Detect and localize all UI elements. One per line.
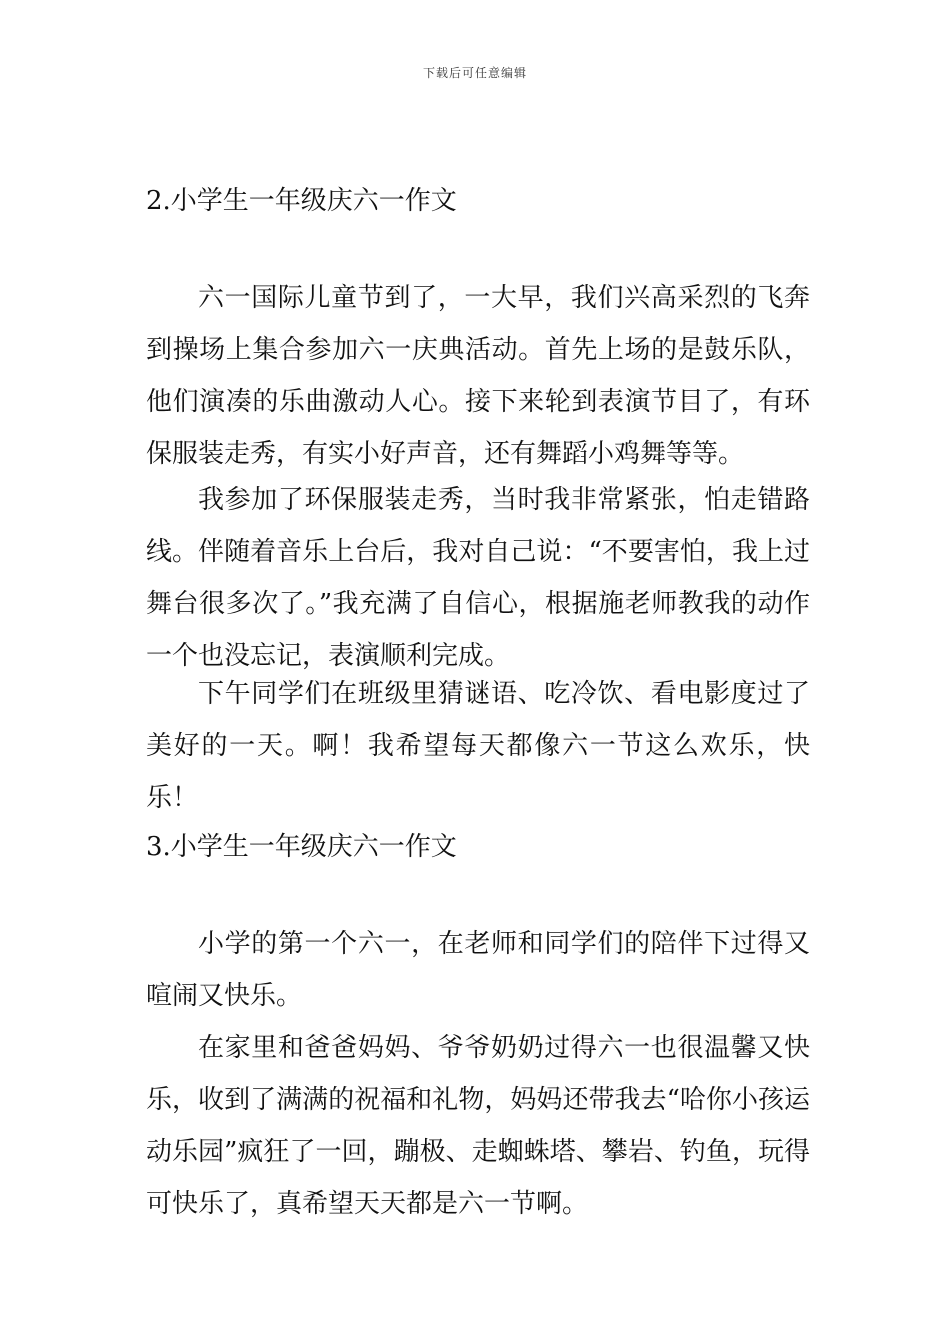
paragraph: 下午同学们在班级里猜谜语、吃冷饮、看电影度过了美好的一天。啊！我希望每天都像六一节这么欢乐，快乐！: [146, 679, 810, 813]
section-title: 2.小学生一年级庆六一作文: [146, 186, 457, 216]
paragraph: 我参加了环保服装走秀，当时我非常紧张，怕走错路线。伴随着音乐上台后，我对自己说：“不要害怕，我上过舞台很多次了。”我充满了自信心，根据施老师教我的动作一个也没忘记，表演顺利完成。: [146, 485, 810, 671]
section-title: 3.小学生一年级庆六一作文: [146, 832, 457, 862]
paragraph: 小学的第一个六一，在老师和同学们的陪伴下过得又喧闹又快乐。: [146, 929, 810, 1011]
paragraph: 六一国际儿童节到了，一大早，我们兴高采烈的飞奔到操场上集合参加六一庆典活动。首先上场的是鼓乐队，他们演凑的乐曲激动人心。接下来轮到表演节目了，有环保服装走秀，有实小好声音，还有舞蹈小鸡舞等等。: [146, 283, 810, 469]
paragraph: 在家里和爸爸妈妈、爷爷奶奶过得六一也很温馨又快乐，收到了满满的祝福和礼物，妈妈还带我去“哈你小孩运动乐园”疯狂了一回，蹦极、走蜘蛛塔、攀岩、钓鱼，玩得可快乐了，真希望天天都是六一节啊。: [146, 1033, 810, 1219]
header-note: 下载后可任意编辑: [422, 66, 527, 80]
